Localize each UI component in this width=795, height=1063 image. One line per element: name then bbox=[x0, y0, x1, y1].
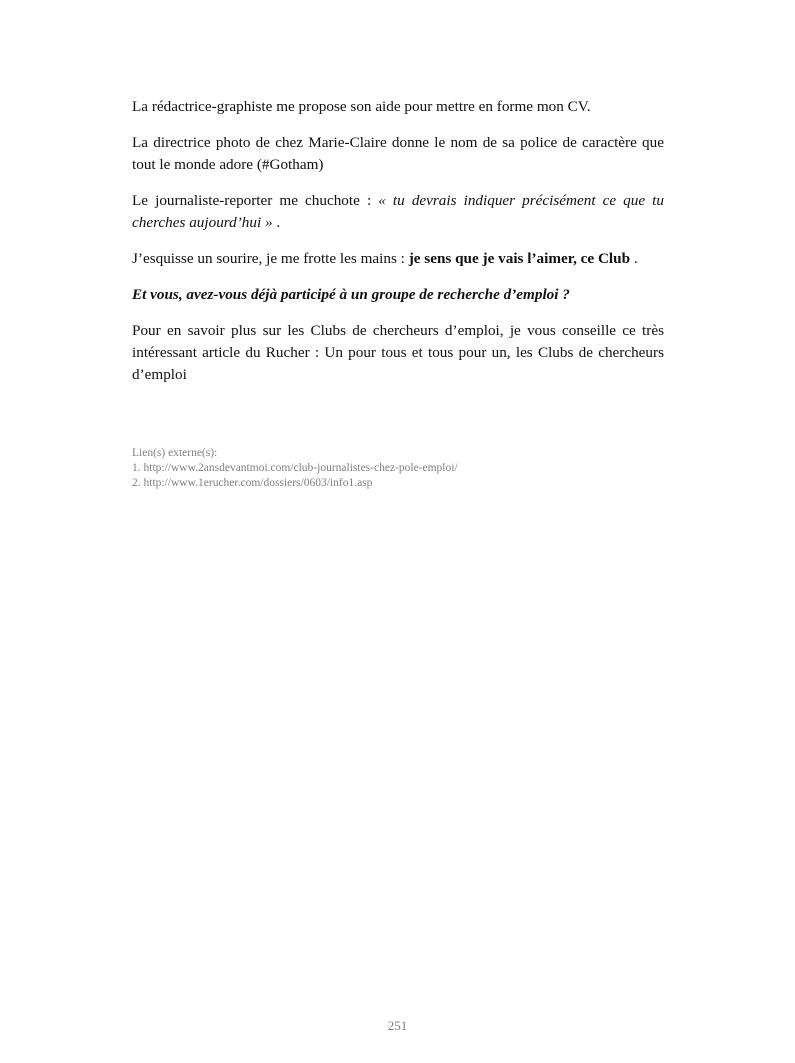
external-link-2[interactable]: 2. http://www.1erucher.com/dossiers/0603/info1.asp bbox=[132, 477, 373, 489]
smile-lead-text: J’esquisse un sourire, je me frotte les mains : bbox=[132, 250, 409, 267]
paragraph-question: Et vous, avez-vous déjà participé à un groupe de recherche d’emploi ? bbox=[132, 286, 570, 303]
page-number: 251 bbox=[387, 1018, 408, 1033]
external-link-1[interactable]: 1. http://www.2ansdevantmoi.com/club-journalistes-chez-pole-emploi/ bbox=[132, 462, 458, 474]
paragraph-smile bbox=[132, 248, 664, 270]
reporter-quote: « tu devrais indiquer précisément ce que tu cherches aujourd’hui » bbox=[132, 192, 665, 231]
paragraph-more-info: Pour en savoir plus sur les Clubs de chercheurs d’emploi, je vous conseille ce très intéressant article du Rucher : Un pour tous et tous pour un, les Clubs de chercheurs d’emploi bbox=[132, 322, 664, 383]
paragraph-designer-help: La rédactrice-graphiste me propose son aide pour mettre en forme mon CV. bbox=[132, 98, 591, 115]
paragraph-reporter-advice bbox=[132, 190, 664, 234]
reporter-lead-text: Le journaliste-reporter me chuchote : bbox=[132, 192, 379, 209]
smile-end-punct: . bbox=[630, 250, 638, 267]
paragraph-photo-director: La directrice photo de chez Marie-Claire donne le nom de sa police de caractère que tout le monde adore (#Gotham) bbox=[132, 134, 664, 173]
body-text bbox=[132, 96, 664, 400]
smile-bold-text: je sens que je vais l’aimer, ce Club bbox=[408, 250, 631, 267]
reporter-end-punct: . bbox=[272, 214, 281, 231]
external-links-heading: Lien(s) externe(s): bbox=[132, 447, 218, 459]
external-links bbox=[132, 446, 692, 491]
